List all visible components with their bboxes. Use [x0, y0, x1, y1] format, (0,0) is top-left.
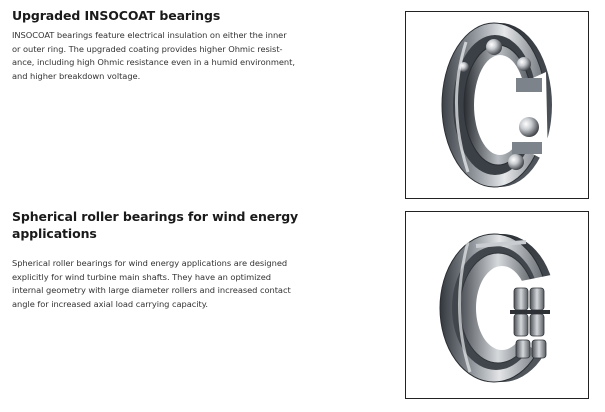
cutaway-ring-bottom [512, 142, 542, 154]
ball [486, 39, 502, 55]
insocoat-image-frame [405, 11, 589, 199]
spherical-roller-title-line: Spherical roller bearings for wind energy [12, 209, 299, 224]
spherical-roller-description-line: angle for increased axial load carrying capacity. [12, 299, 209, 310]
inner-ring-section [510, 310, 550, 314]
insocoat-title: Upgraded INSOCOAT bearings [12, 8, 221, 23]
roller [530, 288, 544, 310]
ball [519, 117, 539, 137]
roller [514, 288, 528, 310]
roller [514, 314, 528, 336]
roller [530, 314, 544, 336]
spherical-roller-description [12, 257, 302, 312]
insocoat-section [0, 0, 605, 200]
insocoat-description [12, 29, 302, 84]
spherical-roller-description-line: explicitly for wind turbine main shafts. They have an optimized [12, 271, 271, 282]
spherical-roller-section [0, 200, 605, 412]
spherical-roller-description-line: internal geometry with large diameter rollers and increased contact [12, 285, 291, 296]
ball [517, 57, 531, 71]
ball-bearing-image [406, 12, 588, 198]
spherical-roller-description-line: Spherical roller bearings for wind energy applications are designed [12, 258, 288, 268]
spherical-roller-title-line: applications [12, 226, 97, 241]
insocoat-description-line: ance, including high Ohmic resistance even in a humid environment, [12, 57, 295, 68]
roller [516, 340, 530, 358]
cutaway-ring-top [516, 78, 542, 92]
insocoat-description-line: or outer ring. The upgraded coating provides higher Ohmic resist- [12, 43, 283, 54]
spherical-roller-image-frame [405, 211, 589, 399]
insocoat-description-line: INSOCOAT bearings feature electrical insulation on either the inner [12, 30, 287, 40]
spherical-roller-title [12, 208, 302, 242]
spherical-roller-bearing-image [406, 212, 588, 398]
ball [508, 154, 524, 170]
insocoat-description-line: and higher breakdown voltage. [12, 71, 141, 82]
roller [532, 340, 546, 358]
